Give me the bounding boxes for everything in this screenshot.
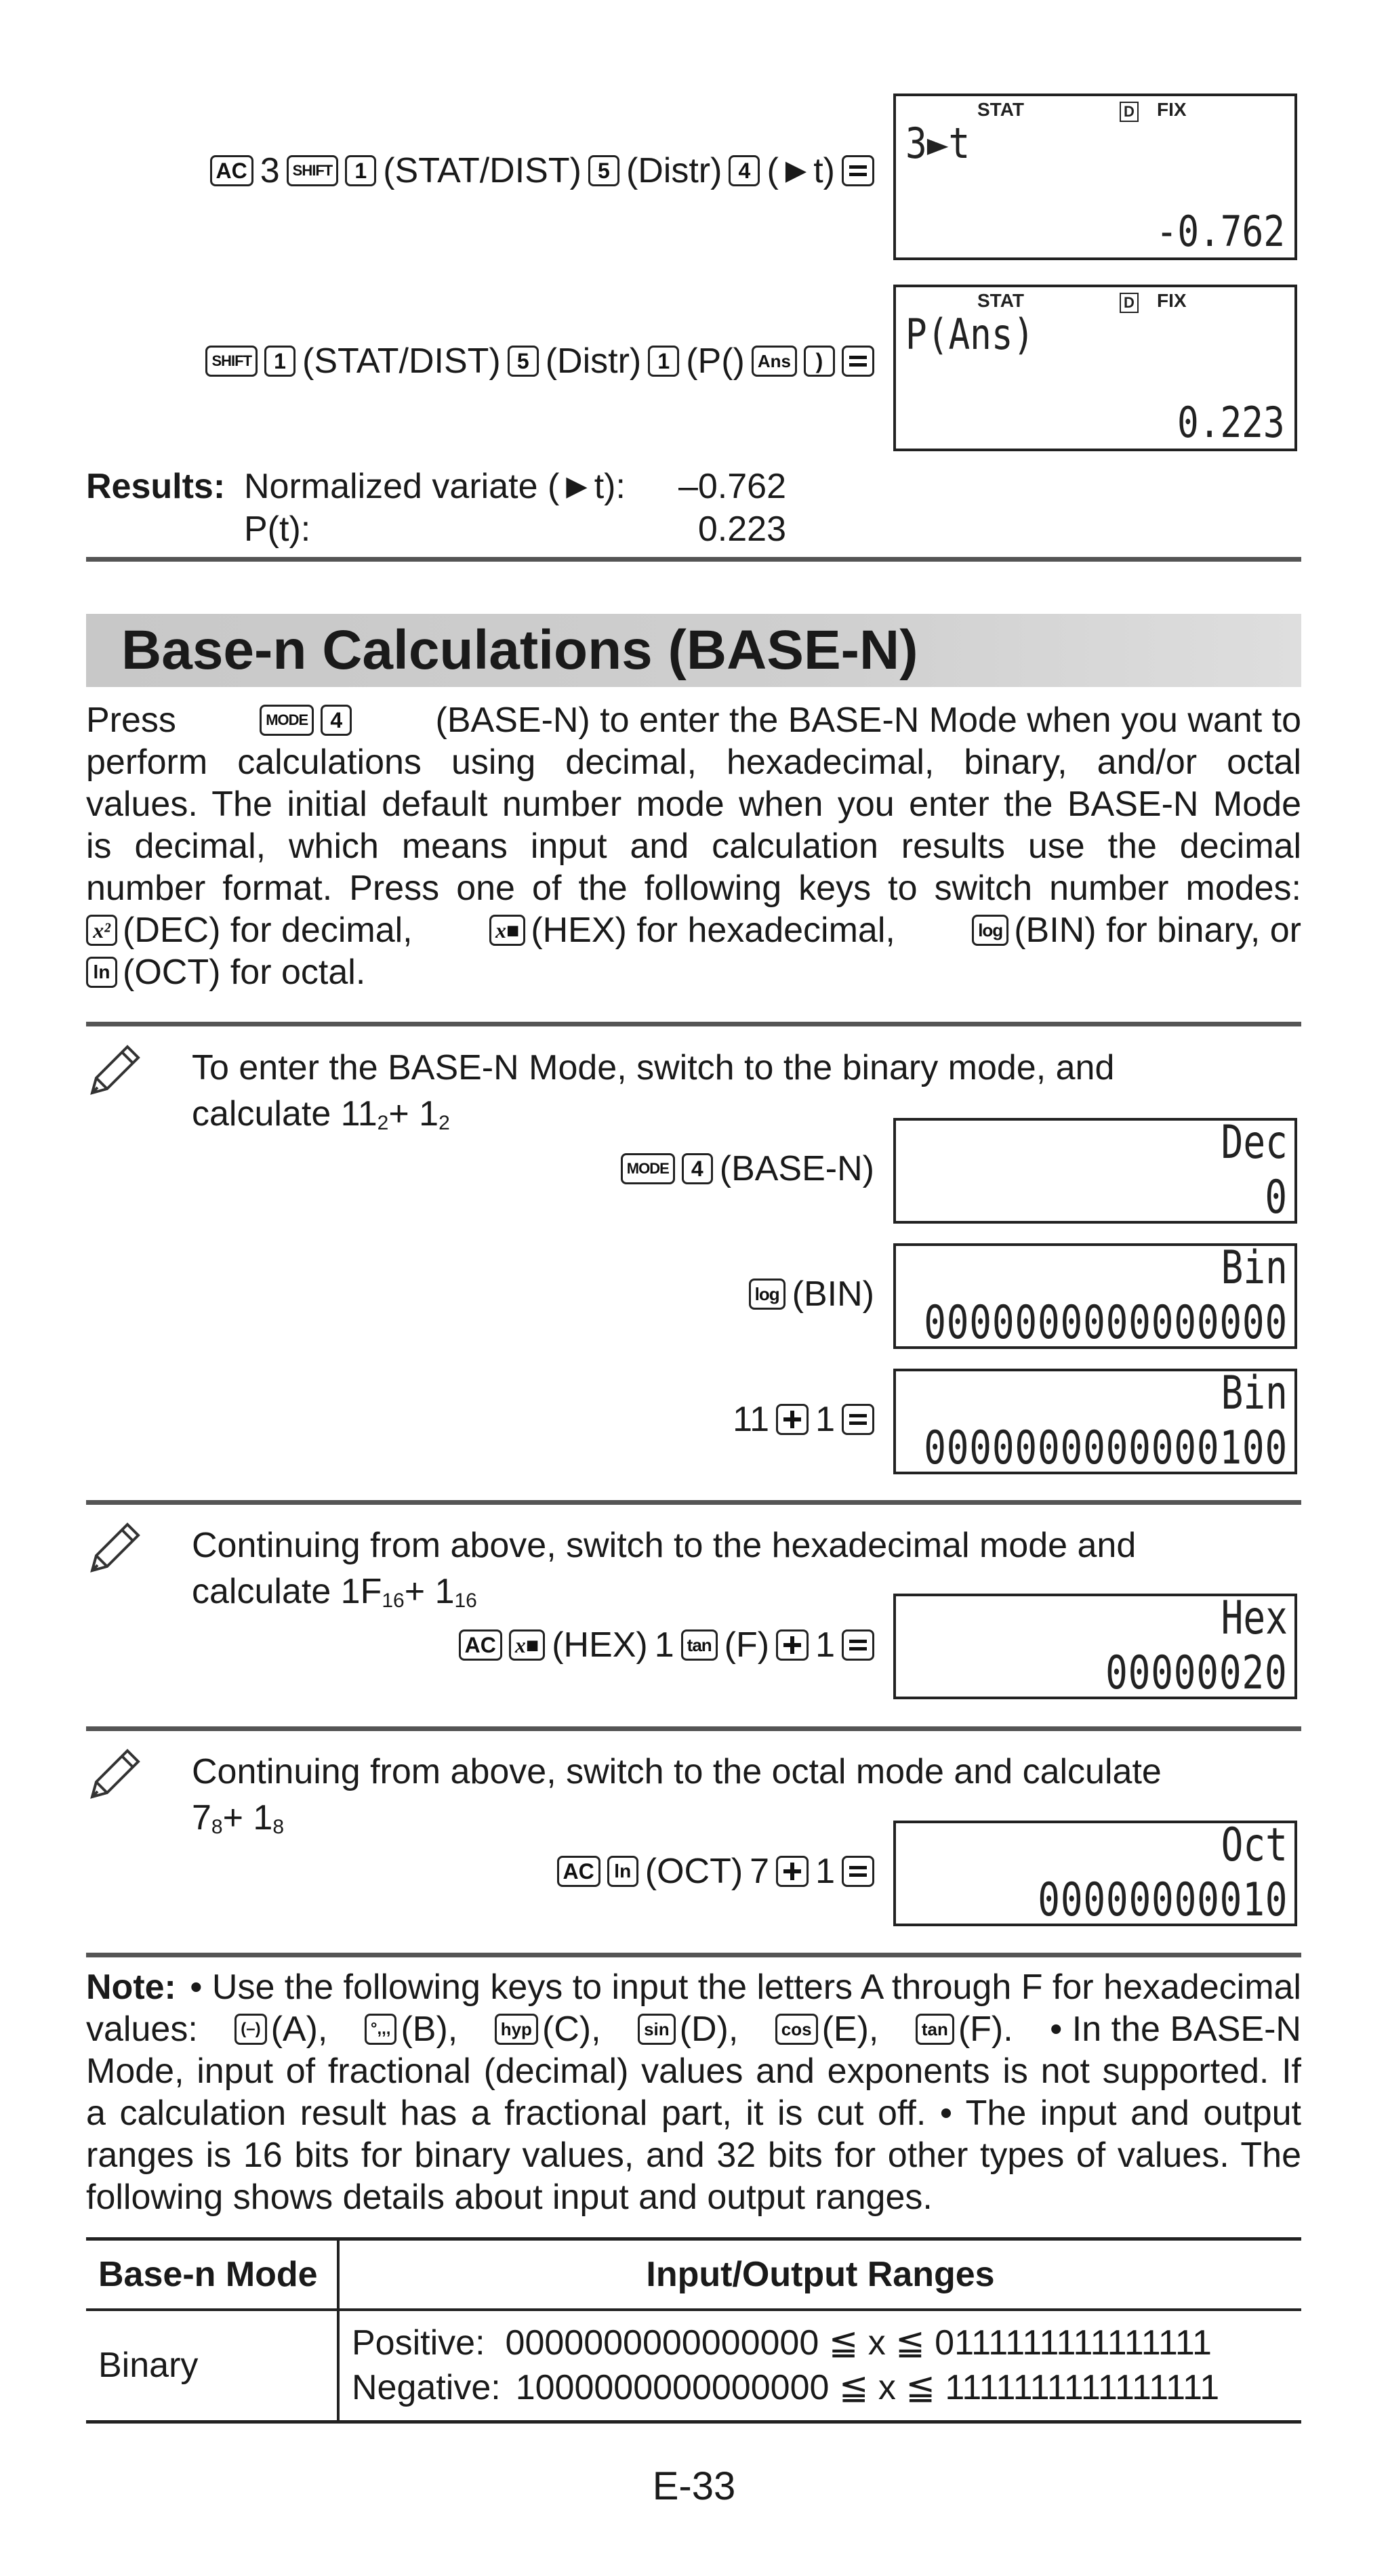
example4-desc-line2: $7_8+ 1_8$ bbox=[192, 1798, 285, 1838]
lcd-value: 00000020 bbox=[1105, 1646, 1288, 1700]
one-key-3[interactable]: 1 bbox=[648, 346, 679, 377]
results-line2-label: P(t): bbox=[244, 510, 311, 549]
intro-paragraph: Press MODE 4 (BASE-N) to enter the BASE-N Mode when you want to perform calculations using decimal, hexadecimal, binary, and/or octal values. The initial default number mode when you enter the BASE-N Mode is decimal, which means input and calculation results use the decimal number format. Press one of the following keys to switch number modes: x² (DEC) for decimal, x■ (HEX) for hexadecimal, log (BIN) for binary, or ln (OCT) for octal. bbox=[86, 701, 1301, 992]
plus-icon bbox=[782, 1409, 802, 1430]
keystroke-row-distr-t bbox=[102, 150, 874, 191]
x-squared-key[interactable]: x² bbox=[86, 915, 117, 946]
lcd-screen-dec bbox=[893, 1118, 1297, 1224]
results-line1-label: Normalized variate (►t): bbox=[244, 467, 626, 506]
p-label: (P() bbox=[686, 341, 745, 381]
lcd-output-2: 0.223 bbox=[1177, 398, 1285, 447]
ln-key-2[interactable]: ln bbox=[607, 1856, 638, 1887]
pencil-icon bbox=[83, 1040, 145, 1102]
one-key-2[interactable]: 1 bbox=[264, 346, 295, 377]
results-line2-value: 0.223 bbox=[697, 510, 786, 549]
lcd-input-2: P(Ans) bbox=[905, 310, 1035, 359]
section-title-bar bbox=[86, 614, 1301, 687]
pos-range: 0000000000000000 ≦ x ≦ 0111111111111111 bbox=[505, 2323, 1212, 2363]
four-key-intro[interactable]: 4 bbox=[321, 705, 352, 736]
keystroke-row-oct: AC ln (OCT) 7 1 bbox=[339, 1851, 874, 1892]
log-key-2[interactable]: log bbox=[749, 1279, 785, 1310]
stat-indicator-2: STAT bbox=[977, 290, 1024, 311]
example4-desc-line1: Continuing from above, switch to the octal mode and calculate bbox=[192, 1752, 1162, 1791]
divider bbox=[86, 1022, 1301, 1026]
example3-desc-line2: calculate $1F_{16}+ 1_{16}$ bbox=[192, 1572, 477, 1612]
page-number: E-33 bbox=[652, 2464, 736, 2508]
pencil-icon bbox=[83, 1518, 145, 1580]
example2-desc-line1: To enter the BASE-N Mode, switch to the binary mode, and bbox=[192, 1048, 1115, 1087]
example2-desc-line2: calculate $11_2+ 1_2$ bbox=[192, 1094, 450, 1134]
x-power-key-2[interactable]: x■ bbox=[509, 1629, 545, 1661]
one-key[interactable]: 1 bbox=[345, 155, 376, 186]
x-power-key[interactable]: x■ bbox=[489, 915, 525, 946]
plus-icon bbox=[782, 1635, 802, 1655]
t-label: (►t) bbox=[767, 151, 835, 190]
ac-key[interactable]: AC bbox=[210, 155, 253, 186]
keystroke-row-add: 11 1 bbox=[407, 1399, 874, 1440]
keystroke-row-hex: AC x■ (HEX) 1 tan (F) 1 bbox=[271, 1625, 874, 1665]
table-header-row bbox=[86, 2239, 1301, 2310]
example3-desc-line1: Continuing from above, switch to the hexadecimal mode and bbox=[192, 1526, 1137, 1565]
divider bbox=[86, 557, 1301, 562]
equals-icon bbox=[848, 163, 868, 178]
shift-key[interactable]: SHIFT bbox=[287, 155, 339, 186]
degree-key[interactable]: °,,, bbox=[365, 2014, 397, 2045]
equals-key-3[interactable] bbox=[842, 1404, 874, 1435]
lcd-output: -0.762 bbox=[1156, 207, 1285, 256]
close-paren-key[interactable]: ) bbox=[804, 346, 835, 377]
equals-key-5[interactable] bbox=[842, 1856, 874, 1887]
lcd-value: 0000000000000000 bbox=[924, 1296, 1288, 1350]
negative-key[interactable]: (–) bbox=[234, 2014, 266, 2045]
four-key-2[interactable]: 4 bbox=[682, 1153, 713, 1184]
stat-dist-label-2: (STAT/DIST) bbox=[302, 341, 501, 381]
divider bbox=[86, 1500, 1301, 1505]
lcd-mode: Bin bbox=[1221, 1241, 1288, 1295]
fix-indicator: FIX bbox=[1157, 99, 1187, 120]
header-ranges: Input/Output Ranges bbox=[646, 2254, 995, 2294]
mode-key[interactable]: MODE bbox=[260, 705, 314, 736]
lcd-screen-bin-result bbox=[893, 1369, 1297, 1474]
equals-icon bbox=[848, 1412, 868, 1427]
digit-3: 3 bbox=[260, 151, 280, 190]
lcd-screen-oct bbox=[893, 1821, 1297, 1926]
intro-base-n: (BASE-N) to enter the BASE-N Mode when you want to bbox=[435, 701, 1301, 740]
equals-icon bbox=[848, 1864, 868, 1879]
distr-label: (Distr) bbox=[626, 151, 722, 190]
five-key[interactable]: 5 bbox=[588, 155, 619, 186]
equals-key-2[interactable] bbox=[842, 346, 874, 377]
range-table bbox=[86, 2237, 1301, 2424]
hyp-key[interactable]: hyp bbox=[495, 2014, 538, 2045]
lcd-mode: Oct bbox=[1221, 1819, 1288, 1872]
equals-icon bbox=[848, 1638, 868, 1653]
lcd-input: 3►t bbox=[905, 119, 971, 168]
lcd-screen-hex bbox=[893, 1594, 1297, 1699]
mode-key-2[interactable]: MODE bbox=[621, 1153, 675, 1184]
equals-key[interactable] bbox=[842, 155, 874, 186]
pos-label: Positive: bbox=[352, 2323, 485, 2363]
intro-press: Press bbox=[86, 701, 176, 740]
keystroke-row-bin: log (BIN) bbox=[407, 1274, 874, 1314]
cos-key[interactable]: cos bbox=[775, 2014, 818, 2045]
shift-key-2[interactable]: SHIFT bbox=[205, 346, 258, 377]
lcd-mode: Dec bbox=[1221, 1116, 1288, 1169]
plus-key[interactable] bbox=[776, 1404, 809, 1435]
table-row bbox=[86, 2310, 1301, 2422]
stat-dist-label: (STAT/DIST) bbox=[383, 151, 581, 190]
equals-icon bbox=[848, 354, 868, 369]
tan-key[interactable]: tan bbox=[681, 1629, 718, 1661]
lcd-screen-2 bbox=[893, 285, 1297, 451]
equals-key-4[interactable] bbox=[842, 1629, 874, 1661]
lcd-value: 0 bbox=[1265, 1171, 1288, 1224]
results-label: Results: bbox=[86, 467, 226, 506]
plus-icon bbox=[782, 1861, 802, 1882]
five-key-2[interactable]: 5 bbox=[508, 346, 539, 377]
header-mode: Base-n Mode bbox=[86, 2239, 338, 2310]
section-title: Base-n Calculations (BASE-N) bbox=[121, 619, 918, 681]
d-indicator-2: D bbox=[1120, 293, 1139, 313]
lcd-screen-bin bbox=[893, 1243, 1297, 1349]
ac-key-2[interactable]: AC bbox=[459, 1629, 502, 1661]
neg-range: 1000000000000000 ≦ x ≦ 1111111111111111 bbox=[515, 2368, 1220, 2408]
ac-key-3[interactable]: AC bbox=[557, 1856, 600, 1887]
row-mode: Binary bbox=[86, 2310, 338, 2422]
neg-label: Negative: bbox=[352, 2368, 501, 2408]
fix-indicator-2: FIX bbox=[1157, 290, 1187, 311]
lcd-mode: Bin bbox=[1221, 1367, 1288, 1420]
distr-label-2: (Distr) bbox=[545, 341, 642, 381]
stat-indicator: STAT bbox=[977, 99, 1024, 120]
ln-key[interactable]: ln bbox=[86, 957, 117, 988]
d-indicator: D bbox=[1120, 102, 1139, 122]
note-label: Note: bbox=[86, 1968, 176, 2007]
results-line1-value: –0.762 bbox=[678, 467, 786, 506]
keystroke-row-p-ans bbox=[95, 341, 874, 381]
lcd-value: 00000000010 bbox=[1037, 1873, 1288, 1927]
plus-key-2[interactable] bbox=[776, 1629, 809, 1661]
divider bbox=[86, 1726, 1301, 1731]
ans-key[interactable]: Ans bbox=[752, 346, 797, 377]
keystroke-row-base-n: MODE 4 (BASE-N) bbox=[407, 1148, 874, 1189]
plus-key-3[interactable] bbox=[776, 1856, 809, 1887]
tan-key-2[interactable]: tan bbox=[916, 2014, 954, 2045]
pencil-icon bbox=[83, 1744, 145, 1806]
lcd-value: 0000000000000100 bbox=[924, 1421, 1288, 1475]
four-key[interactable]: 4 bbox=[729, 155, 760, 186]
log-key[interactable]: log bbox=[972, 915, 1008, 946]
divider bbox=[86, 1953, 1301, 1957]
sin-key[interactable]: sin bbox=[638, 2014, 676, 2045]
note-paragraph: Note: • Use the following keys to input the letters A through F for hexadecimal values: (–) (A), °,,, (B), hyp (C), sin (D), cos (E), tan (F). • In the BASE-N Mode, input of fractional (decimal) values and exponents is not supported. If a calculation result has a fractional part, it is cut off. • The input and output ranges is 16 bits for binary values, and 32 bits for other types of values. The following shows details about input and output ranges. bbox=[86, 1968, 1301, 2217]
lcd-mode: Hex bbox=[1221, 1592, 1288, 1645]
lcd-screen-1 bbox=[893, 94, 1297, 260]
